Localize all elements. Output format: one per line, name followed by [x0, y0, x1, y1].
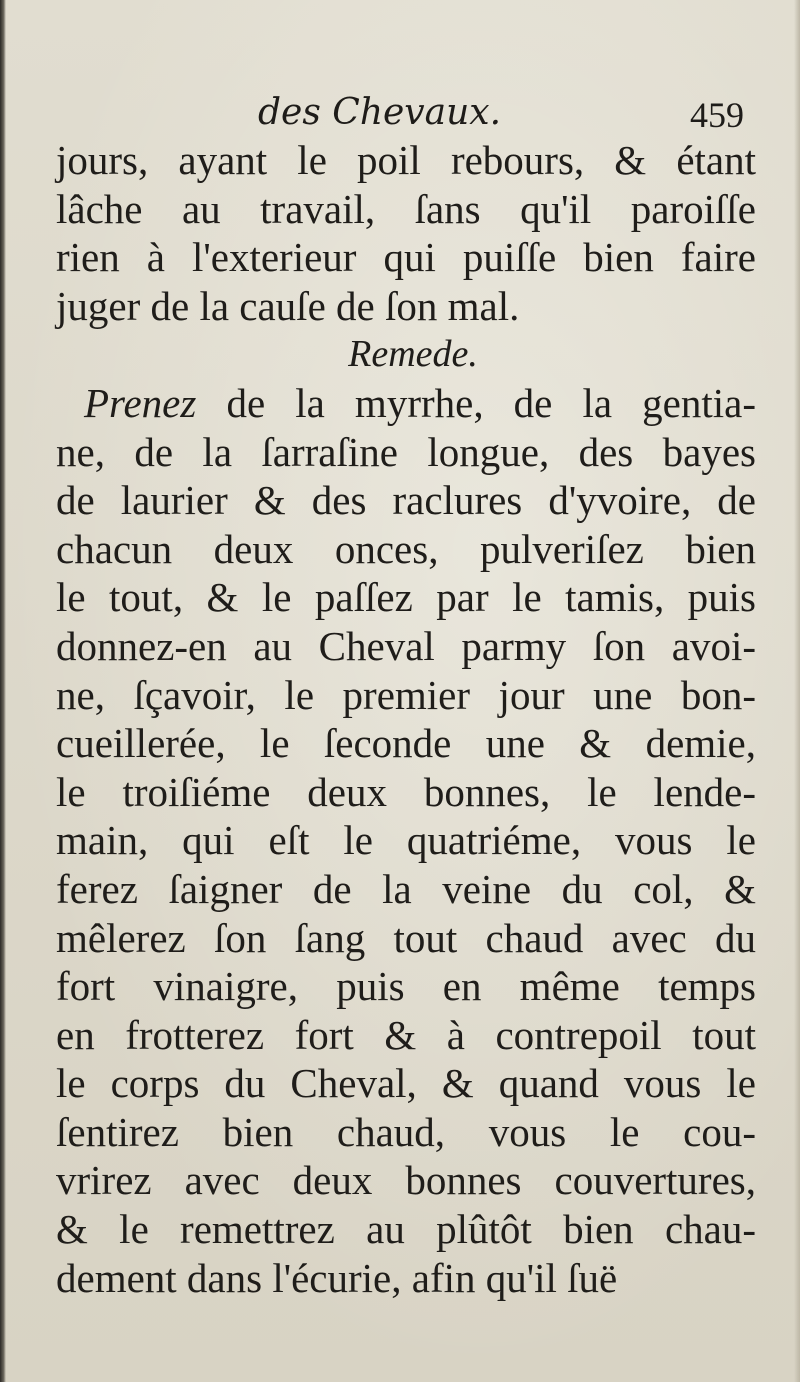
text-line: le corps du Cheval, & quand vous le	[56, 1060, 756, 1107]
text-line: jours, ayant le poil rebours, & étant	[56, 137, 756, 183]
text-line: donnez-en au Cheval parmy ſon avoi-	[56, 622, 756, 669]
text-line: en frotterez fort & à contrepoil tout	[56, 1011, 756, 1058]
page-edge	[794, 0, 800, 1382]
text-line: rien à l'exterieur qui puiſſe bien faire	[56, 234, 756, 281]
text-line: chacun deux onces, pulveriſez bien	[56, 525, 756, 572]
text-line: fort vinaigre, puis en même temps	[56, 963, 756, 1010]
text-line: ſentirez bien chaud, vous le cou-	[56, 1108, 756, 1155]
text-line: ne, de la ſarraſine longue, des bayes	[56, 428, 756, 475]
text-line	[56, 379, 756, 428]
running-title: des Chevaux.	[258, 92, 502, 133]
text-line: lâche au travail, ſans qu'il paroiſſe	[56, 185, 756, 232]
text-line: cueillerée, le ſeconde une & demie,	[56, 720, 756, 767]
text-line: dement dans l'écurie, afin qu'il ſuë	[56, 1254, 618, 1301]
text-line: vrirez avec deux bonnes couvertures,	[56, 1157, 756, 1204]
text-line: le tout, & le paſſez par le tamis, puis	[56, 574, 756, 621]
book-spine-shadow	[0, 0, 6, 1382]
text-line: juger de la cauſe de ſon mal.	[56, 282, 520, 329]
text-line: de laurier & des raclures d'yvoire, de	[56, 477, 756, 524]
text-line: mêlerez ſon ſang tout chaud avec du	[56, 914, 756, 961]
text-line: ferez ſaigner de la veine du col, &	[56, 865, 756, 912]
body-text	[56, 136, 756, 1302]
page-number: 459	[690, 95, 744, 135]
text-line-rest: de la myrrhe, de la gentia-	[196, 379, 756, 426]
text-line: & le remettrez au plûtôt bien chau-	[56, 1206, 756, 1253]
section-heading: Remede.	[348, 333, 478, 376]
text-line: le troiſiéme deux bonnes, le lende-	[56, 768, 756, 815]
running-head	[0, 92, 800, 142]
lead-word: Prenez	[84, 379, 197, 426]
text-line: main, qui eſt le quatriéme, vous le	[56, 817, 756, 864]
text-line: ne, ſçavoir, le premier jour une bon-	[56, 671, 756, 718]
